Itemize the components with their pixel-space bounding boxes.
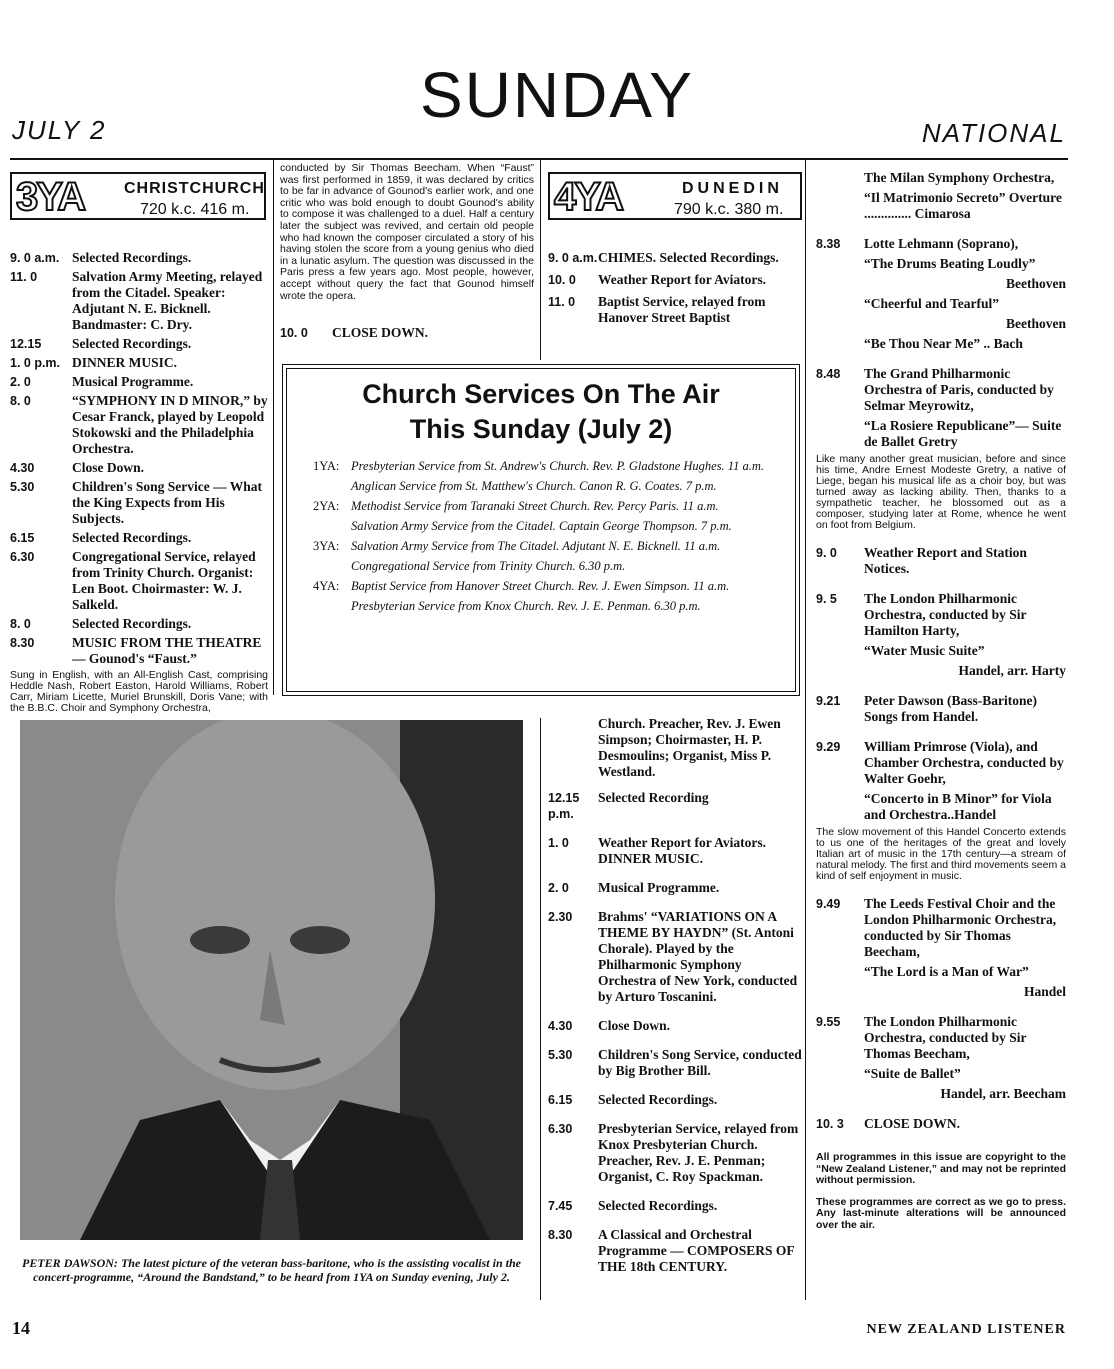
church-service-item — [313, 519, 771, 534]
time: 10. 0 — [280, 326, 308, 340]
programme-text — [864, 236, 1066, 352]
programme-row — [816, 366, 1066, 450]
station-city: DUNEDIN — [682, 180, 783, 197]
programme-row — [548, 835, 802, 867]
programme-row — [548, 1092, 802, 1108]
station-call: 4YA — [554, 175, 623, 219]
programme-note: Sung in English, with an All-English Cast, comprising Heddle Nash, Robert Easton, Harold Williams, Robert Carr, Miriam Licette, Muriel Brunskill, Doris Vane; with the B.B.C. Choir and Symphony Orchestra, — [10, 669, 268, 714]
date-label: JULY 2 — [12, 115, 107, 145]
station-label — [313, 479, 351, 494]
station-frequency: 720 k.c. 416 m. — [140, 201, 250, 218]
programme-text: CHIMES. Selected Recordings. — [598, 250, 779, 265]
programme-text: Presbyterian Service, relayed from Knox Presbyterian Church. Preacher, Rev. J. E. Penman; Organist, C. Roy Spackman. — [598, 1121, 799, 1184]
time: 10. 3 — [816, 1117, 844, 1131]
programme-row — [816, 545, 1066, 577]
programme-row — [10, 374, 268, 390]
time: 9. 0 — [816, 546, 837, 560]
programme-row — [10, 479, 268, 527]
church-services-box — [286, 368, 796, 692]
time: 11. 0 — [548, 295, 576, 309]
programme-text: Congregational Service, relayed from Trinity Church. Organist: Len Boot. Choirmaster: W. J. Salkeld. — [72, 549, 256, 612]
time: 9.21 — [816, 694, 841, 708]
intro-line: The Milan Symphony Orchestra, — [864, 170, 1055, 185]
programme-line: Handel — [1023, 984, 1066, 999]
photo-caption — [20, 1256, 523, 1284]
programme-text: Weather Report for Aviators. DINNER MUSIC. — [598, 835, 766, 866]
portrait-illustration — [20, 720, 523, 1240]
service-text: Baptist Service from Hanover Street Church. Rev. J. Ewen Simpson. 11 a.m. — [351, 579, 730, 593]
programme-row — [10, 393, 268, 457]
programme-line: Handel, arr. Beecham — [940, 1086, 1066, 1101]
programme-line: Handel, arr. Harty — [958, 663, 1066, 678]
programme-line: William Primrose (Viola), and Chamber Orchestra, conducted by Walter Goehr, — [864, 739, 1064, 786]
programme-text: MUSIC FROM THE THEATRE— Gounod's “Faust.” — [72, 635, 262, 666]
programme-row — [548, 1047, 802, 1079]
programme-row — [548, 1018, 802, 1034]
programme-text: Children's Song Service — What the King Expects from His Subjects. — [72, 479, 263, 526]
programme-line: Lotte Lehmann (Soprano), — [864, 236, 1019, 251]
programme-row — [548, 880, 802, 896]
station-3ya-header — [10, 172, 266, 220]
programme-line: “Cheerful and Tearful” — [864, 296, 1000, 311]
programme-line: The Grand Philharmonic Orchestra of Paris, conducted by Selmar Meyrowitz, — [864, 366, 1054, 413]
time: 7.45 — [548, 1199, 573, 1213]
column-divider — [273, 160, 274, 695]
programme-line: “The Drums Beating Loudly” — [864, 256, 1036, 271]
station-label: 2YA: — [313, 499, 340, 513]
programme-text: Selected Recordings. — [598, 1198, 718, 1213]
station-label: 4YA: — [313, 579, 340, 593]
time: 8.30 — [548, 1228, 573, 1242]
programme-row — [816, 236, 1066, 352]
service-text: Presbyterian Service from St. Andrew's Church. Rev. P. Gladstone Hughes. 11 a.m. — [351, 459, 765, 473]
press-note: These programmes are correct as we go to press. Any last-minute alterations will be announced over the air. — [816, 1195, 1066, 1231]
programme-row — [548, 1227, 802, 1275]
station-4ya-header — [548, 172, 802, 220]
time: 1. 0 p.m. — [10, 356, 61, 370]
programme-line: “Suite de Ballet” — [864, 1066, 961, 1081]
programme-text: Salvation Army Meeting, relayed from the Citadel. Speaker: Adjutant N. E. Bicknell. Bandmaster: C. Dry. — [72, 269, 263, 332]
time: 2.30 — [548, 910, 573, 924]
programme-row — [816, 739, 1066, 823]
programme-row — [548, 790, 802, 822]
programme-text: Selected Recording — [598, 790, 709, 805]
page-title: SUNDAY — [420, 59, 694, 131]
programme-text — [864, 366, 1066, 450]
station-label — [313, 599, 351, 614]
programme-4ya-afternoon — [548, 716, 802, 1288]
programme-text: Church. Preacher, Rev. J. Ewen Simpson; Choirmaster, H. P. Desmoulins; Organist, Miss P. Westland. — [598, 716, 781, 779]
church-service-item — [313, 459, 771, 474]
programme-text — [864, 896, 1066, 1000]
programme-row — [816, 1014, 1066, 1102]
programme-line: Beethoven — [1006, 276, 1066, 291]
programme-line: “Concerto in B Minor” for Viola and Orchestra..Handel — [864, 791, 1052, 822]
programme-row — [816, 693, 1066, 725]
programme-text — [864, 591, 1066, 679]
time: 8.30 — [10, 636, 35, 650]
time: 9. 0 a.m. — [548, 251, 598, 265]
time: 9. 0 a.m. — [10, 251, 60, 265]
programme-line: “Be Thou Near Me” .. Bach — [864, 336, 1023, 351]
programme-row — [548, 1198, 802, 1214]
programme-4ya-morning — [548, 250, 802, 332]
programme-row — [10, 269, 268, 333]
programme-row — [548, 909, 802, 1005]
programme-row — [10, 250, 268, 266]
service-text: Salvation Army Service from The Citadel. Adjutant N. E. Bicknell. 11 a.m. — [351, 539, 721, 553]
programme-text: Weather Report for Aviators. — [598, 272, 766, 287]
programme-row — [816, 896, 1066, 1000]
programme-text: Musical Programme. — [598, 880, 720, 895]
programme-line: Beethoven — [1006, 316, 1066, 331]
programme-row — [548, 1121, 802, 1185]
time: 4.30 — [548, 1019, 573, 1033]
time: 5.30 — [548, 1048, 573, 1062]
programme-text — [864, 545, 1066, 577]
publication-name: NEW ZEALAND LISTENER — [866, 1322, 1066, 1337]
programme-text: Children's Song Service, conducted by Big Brother Bill. — [598, 1047, 802, 1078]
programme-line: The Leeds Festival Choir and the London Philharmonic Orchestra, conducted by Sir Thomas Beecham, — [864, 896, 1057, 959]
programme-text: Musical Programme. — [72, 374, 194, 389]
column-divider — [540, 160, 541, 360]
station-label — [313, 559, 351, 574]
header-rule — [10, 158, 1068, 160]
programme-line: Peter Dawson (Bass-Baritone) Songs from Handel. — [864, 693, 1037, 724]
service-text: Anglican Service from St. Matthew's Church. Canon R. G. Coates. 7 p.m. — [351, 479, 717, 493]
programme-note: Like many another great musician, before and since his time, Andre Ernest Modeste Gretry, a native of Liege, began his musical life as a choir boy, but was turned away as lacking ability. Then, thanks to a sympathetic teacher, he blossomed out as a composer, studying later at Rome, whence he went on foot from Belgium. — [816, 453, 1066, 531]
close-down-3ya — [280, 325, 534, 341]
station-city: CHRISTCHURCH — [124, 180, 265, 197]
programme-text: Selected Recordings. — [72, 616, 192, 631]
service-text: Methodist Service from Taranaki Street Church. Rev. Percy Paris. 11 a.m. — [351, 499, 719, 513]
programme-row — [10, 355, 268, 371]
time: 9. 5 — [816, 592, 837, 606]
programme-line: “Water Music Suite” — [864, 643, 985, 658]
church-service-item — [313, 579, 771, 594]
time: 6.30 — [10, 550, 35, 564]
time: 12.15 — [10, 337, 42, 351]
time: 8.38 — [816, 237, 841, 251]
church-service-item — [313, 479, 771, 494]
page-number: 14 — [12, 1318, 30, 1338]
time: 2. 0 — [10, 375, 31, 389]
programme-line: “La Rosiere Republicane”— Suite de Ballet Gretry — [864, 418, 1062, 449]
programme-3ya — [10, 250, 268, 714]
programme-text: Selected Recordings. — [72, 530, 192, 545]
programme-line: Weather Report and Station Notices. — [864, 545, 1027, 576]
time: 1. 0 — [548, 836, 569, 850]
time: 8.48 — [816, 367, 841, 381]
station-call: 3YA — [16, 175, 85, 219]
time: 6.15 — [10, 531, 35, 545]
programme-text: Close Down. — [598, 1018, 671, 1033]
church-service-item — [313, 539, 771, 554]
programme-text — [864, 693, 1066, 725]
programme-text: CLOSE DOWN. — [332, 325, 429, 340]
programme-text — [864, 739, 1066, 823]
station-frequency: 790 k.c. 380 m. — [674, 201, 784, 218]
time: 4.30 — [10, 461, 35, 475]
programme-line: CLOSE DOWN. — [864, 1116, 961, 1131]
programme-text: “SYMPHONY IN D MINOR,” by Cesar Franck, played by Leopold Stokowski and the Philadelphia Orchestra. — [72, 393, 268, 456]
time: 2. 0 — [548, 881, 569, 895]
programme-text — [864, 1116, 1066, 1132]
time: 10. 0 — [548, 273, 576, 287]
programme-text: A Classical and Orchestral Programme — COMPOSERS OF THE 18th CENTURY. — [598, 1227, 795, 1274]
time: 8. 0 — [10, 394, 31, 408]
programme-right-column — [816, 170, 1066, 1232]
programme-row — [816, 591, 1066, 679]
programme-row — [10, 460, 268, 476]
caption-text: The latest picture of the veteran bass-baritone, who is the assisting vocalist in the concert-programme, “Around the Bandstand,” to be heard from 1YA on Sunday evening, July 2. — [33, 1256, 521, 1284]
programme-row — [816, 1116, 1066, 1132]
church-box-title: Church Services On The Air This Sunday (July 2) — [362, 379, 720, 444]
time: 9.49 — [816, 897, 841, 911]
station-label — [313, 519, 351, 534]
programme-row — [548, 294, 802, 326]
programme-note: The slow movement of this Handel Concerto extends to us one of the heritages of the great and lovely Italian art of music in the 17th century—a stream of natural melody. The first and third movements seem a kind of self enjoyment in music. — [816, 826, 1066, 882]
service-text: Presbyterian Service from Knox Church. Rev. J. E. Penman. 6.30 p.m. — [351, 599, 701, 613]
programme-line: “The Lord is a Man of War” — [864, 964, 1029, 979]
programme-row — [10, 530, 268, 546]
programme-text: Selected Recordings. — [598, 1092, 718, 1107]
time: 9.29 — [816, 740, 841, 754]
time: 9.55 — [816, 1015, 841, 1029]
time: 11. 0 — [10, 270, 38, 284]
church-services-list — [287, 447, 795, 614]
programme-text: Baptist Service, relayed from Hanover Street Baptist — [598, 294, 766, 325]
column-divider — [540, 718, 541, 1300]
programme-row — [10, 635, 268, 667]
church-service-item — [313, 559, 771, 574]
programme-text: Selected Recordings. — [72, 336, 192, 351]
programme-row — [548, 250, 802, 266]
programme-text: Selected Recordings. — [72, 250, 192, 265]
peter-dawson-photo — [20, 720, 523, 1240]
time: 6.15 — [548, 1093, 573, 1107]
church-service-item — [313, 599, 771, 614]
service-text: Congregational Service from Trinity Church. 6.30 p.m. — [351, 559, 626, 573]
programme-row — [10, 336, 268, 352]
time: 5.30 — [10, 480, 35, 494]
programme-row — [548, 272, 802, 288]
service-text: Salvation Army Service from the Citadel. Captain George Thompson. 7 p.m. — [351, 519, 732, 533]
programme-text — [864, 1014, 1066, 1102]
column-divider — [805, 160, 806, 1300]
station-label: 1YA: — [313, 459, 340, 473]
copyright-note: All programmes in this issue are copyright to the “New Zealand Listener,” and may not be reprinted without permission. — [816, 1151, 1066, 1187]
station-label: 3YA: — [313, 539, 340, 553]
time: 6.30 — [548, 1122, 573, 1136]
programme-row — [10, 616, 268, 632]
programme-text: Close Down. — [72, 460, 145, 475]
programme-line: The London Philharmonic Orchestra, conducted by Sir Thomas Beecham, — [864, 1014, 1027, 1061]
church-service-item — [313, 499, 771, 514]
network-label: NATIONAL — [921, 118, 1066, 148]
programme-4ya-list — [548, 790, 802, 1275]
faust-note: conducted by Sir Thomas Beecham. When “Faust” was first performed in 1859, it was declared by critics to be far in advance of Gounod's earlier work, and one critic who was bold enough to doubt Gounod's ability to compose it was challenged to a duel. Half a century later the subject was revived, and certain old people who had known the composer circulated a story of his having stolen the score from a young genius who died in a lunatic asylum. The question was discussed in the Paris press a few years ago. Most people, however, accept without query the fact that Gounod himself wrote the opera. — [280, 162, 534, 302]
programme-text: DINNER MUSIC. — [72, 355, 178, 370]
programme-line: The London Philharmonic Orchestra, conducted by Sir Hamilton Harty, — [864, 591, 1027, 638]
caption-name: PETER DAWSON: — [22, 1256, 118, 1270]
intro-line: “Il Matrimonio Secreto” Overture .............. Cimarosa — [864, 190, 1062, 221]
time: 12.15 p.m. — [548, 791, 580, 821]
time: 8. 0 — [10, 617, 31, 631]
programme-text: Brahms' “VARIATIONS ON A THEME BY HAYDN” (St. Antoni Chorale). Played by the Philharmonic Symphony Orchestra of New York, conducted by Arturo Toscanini. — [598, 909, 798, 1004]
programme-row — [10, 549, 268, 613]
